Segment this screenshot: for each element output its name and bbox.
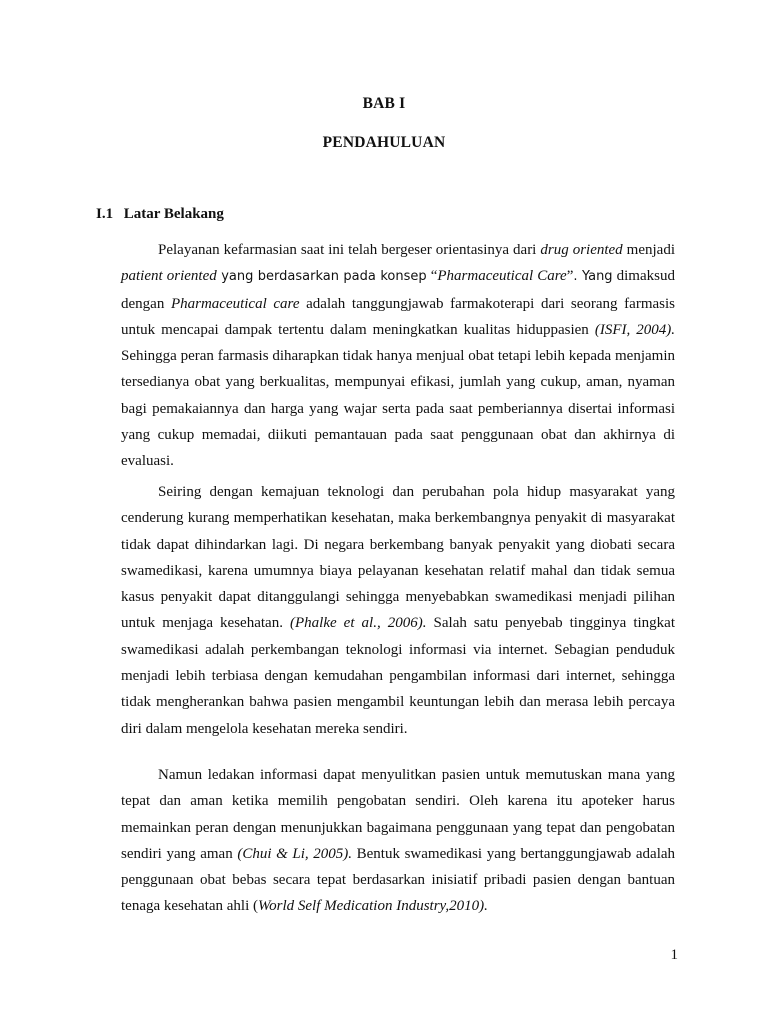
paragraph: [121, 762, 675, 920]
text-run: Namun ledakan informasi dapat menyulitkan pasien untuk memutuskan mana yang tepat dan aman ketika memilih pengobatan sendiri. Oleh karena itu apoteker harus memainkan peran dengan menunjukkan bagaimana penggunaan yang tepat dan pengobatan sendiri yang aman: [121, 767, 675, 862]
italic-run: drug oriented: [540, 242, 623, 258]
text-run: Salah satu penyebab tingginya tingkat swamedikasi adalah perkembangan teknologi informasi via internet. Sebagian penduduk menjadi lebih terbiasa dengan kemudahan pengambilan informasi dari internet, sehingga tidak mengherankan bahwa pasien mengambil keuntungan lebih dan merasa lebih percaya diri dalam mengelola kesehatan mereka sendiri.: [121, 615, 676, 737]
section-title: Latar Belakang: [123, 206, 224, 222]
sans-run: yang berdasarkan pada konsep: [216, 269, 427, 285]
section-heading: [96, 206, 224, 223]
text-run: menjadi: [622, 242, 675, 258]
chapter-title: PENDAHULUAN: [322, 134, 446, 151]
section-number: I.1: [96, 206, 114, 222]
text-run: dimaksud dengan: [121, 268, 675, 312]
text-run: “: [426, 268, 438, 285]
italic-run: patient oriented: [121, 268, 217, 285]
italic-run: (Phalke et al., 2006).: [290, 615, 427, 632]
chapter-heading: BAB I: [362, 95, 406, 112]
italic-run: World Self Medication Industry,2010).: [258, 898, 488, 915]
page-number: 1: [670, 947, 678, 963]
italic-run: (Chui & Li, 2005).: [237, 845, 353, 862]
text-run: Sehingga peran farmasis diharapkan tidak hanya menjual obat tetapi lebih kepada menjamin tersedianya obat yang berkualitas, mempunyai efikasi, jumlah yang cukup, aman, nyaman bagi pemakaiannya dan harga yang wajar serta pada saat pemberiannya disertai informasi yang cukup memadai, diikuti pemantauan pada saat penggunaan obat dan akhirnya di evaluasi.: [121, 348, 675, 470]
text-run: Seiring dengan kemajuan teknologi dan perubahan pola hidup masyarakat yang cenderung kurang memperhatikan kesehatan, maka berkembangnya penyakit di masyarakat tidak dapat dihindarkan lagi. Di negara berkembang banyak penyakit yang diobati secara swamedikasi, karena umumnya biaya pelayanan kesehatan relatif mahal dan tidak semua kasus penyakit dapat ditanggulangi sehingga menyebabkan swamedikasi menjadi pilihan untuk menjaga kesehatan.: [121, 484, 675, 632]
italic-run: (ISFI, 2004).: [594, 321, 675, 338]
text-run: ”: [566, 268, 574, 285]
text-run: Pelayanan kefarmasian saat ini telah bergeser orientasinya dari: [158, 242, 541, 258]
italic-run: Pharmaceutical care: [170, 295, 300, 312]
sans-run: . Yang: [573, 269, 613, 285]
paragraph: [121, 479, 675, 742]
text-run: Bentuk swamedikasi yang bertanggungjawab adalah penggunaan obat bebas secara tepat berdasarkan inisiatif pribadi pasien dengan bantuan tenaga kesehatan ahli (: [121, 845, 676, 915]
italic-run: Pharmaceutical Care: [437, 268, 567, 285]
text-run: adalah tanggungjawab farmakoterapi dari seorang farmasis untuk mencapai dampak tertentu dalam meningkatkan kualitas hiduppasien: [121, 295, 675, 338]
paragraph: [121, 237, 675, 475]
